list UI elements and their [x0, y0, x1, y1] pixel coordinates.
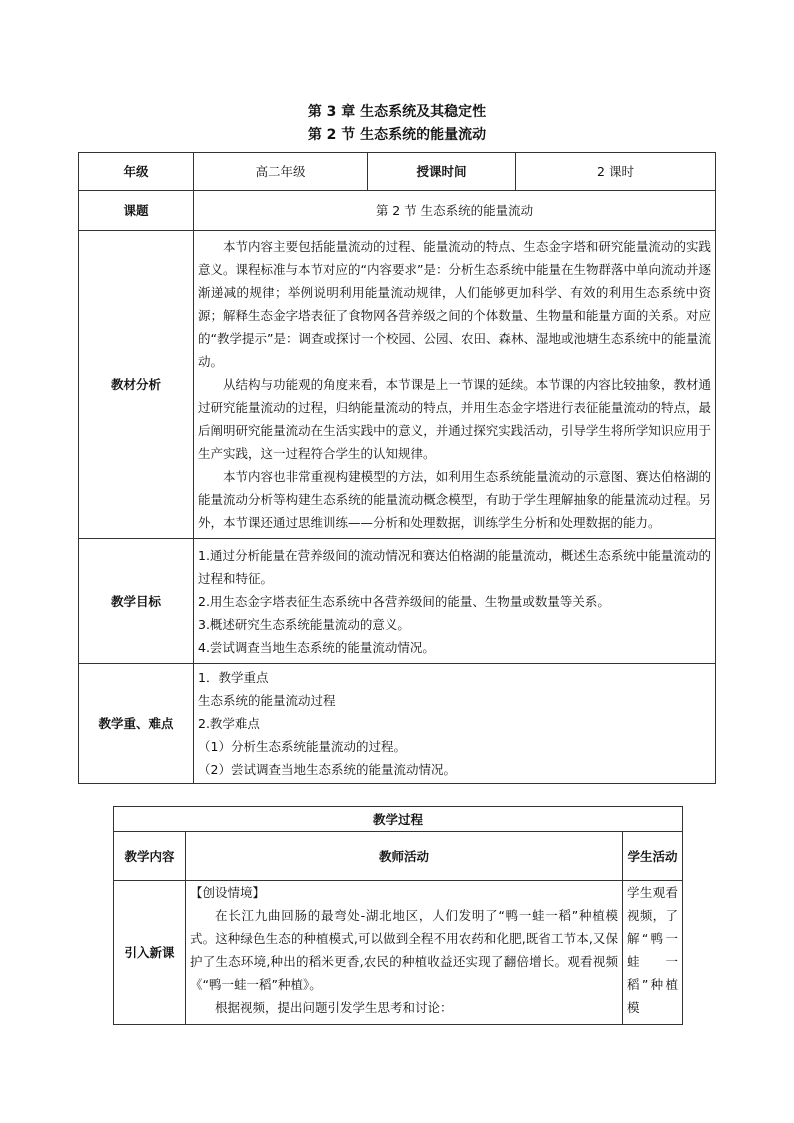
process-title: 教学过程 — [114, 807, 683, 832]
teacher-paragraph: 在长江九曲回肠的最弯处-湖北地区，人们发明了“鸭一蛙一稻”种植模式。这种绿色生态的种植模式,可以做到全程不用农药和化肥,既省工节本,又保护了生态环境,种出的稻米更香,农民的种植收益还实现了翻倍增长。观看视频《“鸭一蛙一稻”种植》。 — [190, 908, 618, 992]
teacher-heading: 【创设情境】 — [190, 885, 266, 900]
topic-value: 第 2 节 生态系统的能量流动 — [194, 191, 716, 231]
key-line: （1）分析生态系统能量流动的过程。 — [198, 739, 406, 754]
analysis-text — [194, 231, 716, 539]
time-value: 2 课时 — [516, 153, 716, 191]
goal-item: 4.尝试调查当地生态系统的能量流动情况。 — [198, 639, 435, 655]
key-line: 生态系统的能量流动过程 — [198, 693, 336, 708]
analysis-paragraph: 本节内容也非常重视构建模型的方法，如利用生态系统能量流动的示意图、赛达伯格湖的能量流动分析等构建生态系统的能量流动概念模型，有助于学生理解抽象的能量流动过程。另外，本节课还通过思维训练——分析和处理数据，训练学生分析和处理数据的能力。 — [198, 469, 711, 530]
grade-value: 高二年级 — [194, 153, 368, 191]
col-header-teacher: 教师活动 — [186, 832, 623, 881]
key-line: （2）尝试调查当地生态系统的能量流动情况。 — [198, 762, 456, 777]
goal-item: 3.概述研究生态系统能量流动的意义。 — [198, 616, 410, 632]
analysis-paragraph: 本节内容主要包括能量流动的过程、能量流动的特点、生态金字塔和研究能量流动的实践意义。课程标准与本节对应的“内容要求”是：分析生态系统中能量在生物群落中单向流动并逐渐递减的规律；举例说明利用能量流动规律，人们能够更加科学、有效的利用生态系统中资源；解释生态金字塔表征了食物网各营养级之间的个体数量、生物量和能量方面的关系。对应的“教学提示”是：调查或探讨一个校园、公园、农田、森林、湿地或池塘生态系统中的能量流动。 — [198, 239, 711, 369]
analysis-paragraph: 从结构与功能观的角度来看，本节课是上一节课的延续。本节课的内容比较抽象，教材通过研究能量流动的过程，归纳能量流动的特点，并用生态金字塔进行表征能量流动的特点，最后阐明研究能量流动在生活实践中的意义，并通过探究实践活动，引导学生将所学知识应用于生产实践，这一过程符合学生的认知规律。 — [198, 377, 711, 461]
lesson-info-table — [78, 152, 716, 784]
row-content-intro: 引入新课 — [114, 881, 186, 1025]
goal-item: 1.通过分析能量在营养级间的流动情况和赛达伯格湖的能量流动，概述生态系统中能量流动的过程和特征。 — [198, 547, 711, 586]
topic-label: 课题 — [79, 191, 194, 231]
row-student-activity: 学生观看视频，了 解“鸭一蛙一稻”种植模 — [623, 881, 683, 1025]
teacher-paragraph: 根据视频，提出问题引发学生思考和讨论： — [215, 1000, 453, 1015]
key-points-label: 教学重、难点 — [79, 664, 194, 784]
key-points-list — [194, 664, 716, 784]
chapter-title: 第 3 章 生态系统及其稳定性 — [307, 104, 487, 120]
analysis-label: 教材分析 — [79, 231, 194, 539]
teaching-process-table — [113, 806, 691, 1025]
row-teacher-activity — [186, 881, 623, 1025]
grade-label: 年级 — [79, 153, 194, 191]
goals-label: 教学目标 — [79, 539, 194, 664]
key-line: 2.教学难点 — [198, 716, 260, 731]
key-line: 1．教学重点 — [198, 670, 269, 685]
section-title: 第 2 节 生态系统的能量流动 — [307, 127, 487, 143]
goals-list — [194, 539, 716, 664]
time-label: 授课时间 — [368, 153, 516, 191]
col-header-content: 教学内容 — [114, 832, 186, 881]
goal-item: 2.用生态金字塔表征生态系统中各营养级间的能量、生物量或数量等关系。 — [198, 593, 610, 609]
col-header-student: 学生活动 — [623, 832, 683, 881]
